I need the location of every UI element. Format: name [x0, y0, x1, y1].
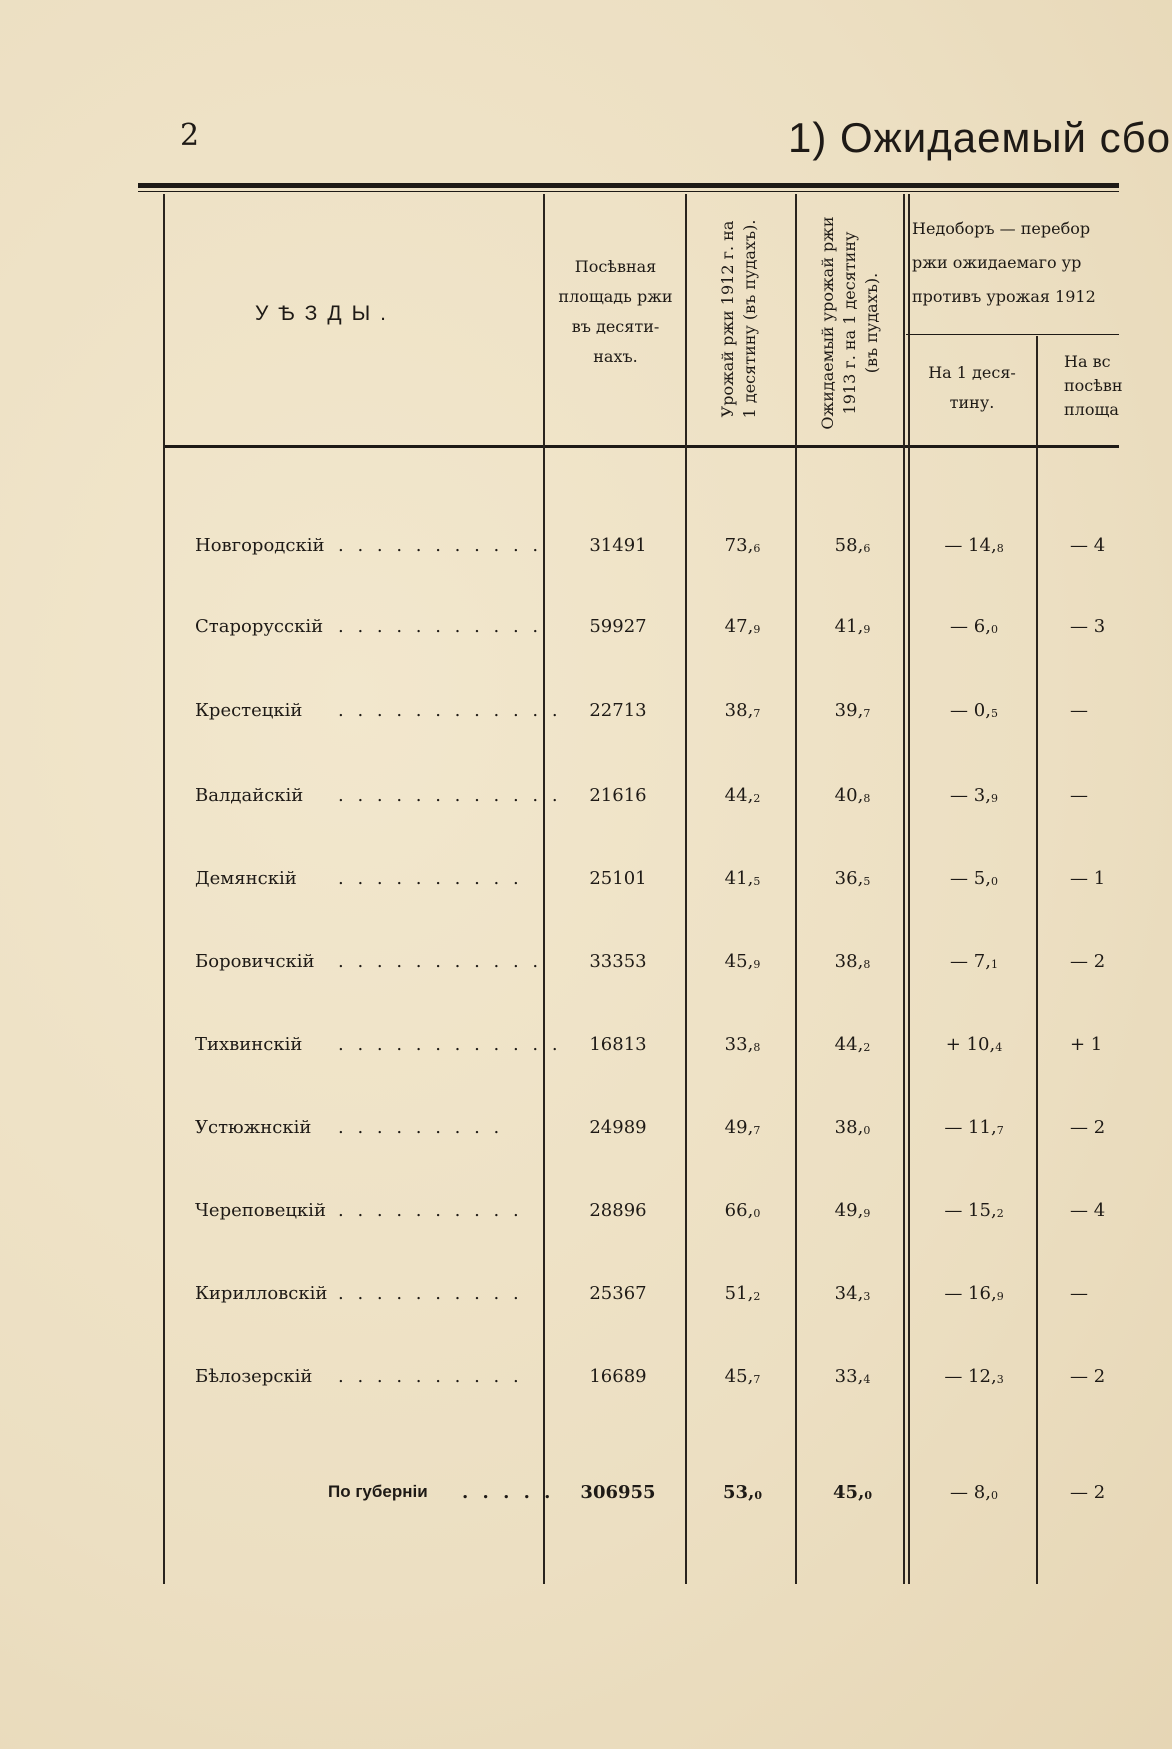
- yield-1913: $36,_5$: [834, 868, 871, 889]
- yield-1912: $33,_8$: [724, 1034, 761, 1055]
- table-row: [0, 1034, 1119, 1064]
- deficit-dec: 3: [996, 1373, 1004, 1386]
- deficit-dec: 8: [996, 542, 1004, 555]
- yield-1913-dec: 7: [863, 707, 871, 720]
- yield-1912-int: 45: [724, 1366, 748, 1387]
- yield-1913: $41,_9$: [834, 616, 871, 637]
- deficit-dec: 0: [990, 1489, 998, 1502]
- yield-1912-dec: 8: [753, 1041, 761, 1054]
- yield-1912-dec: 7: [753, 1124, 761, 1137]
- header-per-total-line: площа: [1064, 400, 1119, 419]
- leader-dots: . . . . . . . . . .: [338, 1200, 523, 1221]
- district-name: Старорусскій: [195, 616, 324, 637]
- yield-1913: $49,_9$: [834, 1200, 871, 1221]
- table-row: [0, 785, 1119, 815]
- leader-dots: . . . . . . . . . . . .: [338, 785, 562, 806]
- total-row: [0, 1482, 1119, 1512]
- header-area-line: Посѣвная: [574, 257, 657, 276]
- header-deficit-group: [912, 212, 1172, 314]
- sown-area: 24989: [589, 1117, 647, 1138]
- sown-area: 21616: [589, 785, 647, 806]
- yield-1912-dec: 7: [753, 1373, 761, 1386]
- deficit-int: — 7: [950, 951, 986, 972]
- header-per-desyatina-line: На 1 деся-: [928, 363, 1016, 382]
- header-deficit-line: противъ урожая 1912: [912, 287, 1096, 306]
- yield-1912-int: 53: [723, 1482, 749, 1503]
- page-number: 2: [180, 118, 200, 153]
- page-title: 1) Ожидаемый сбо: [788, 114, 1172, 161]
- yield-1912-int: 44: [724, 785, 748, 806]
- deficit-total-area: — 3: [1070, 616, 1106, 637]
- leader-dots: . . . . . . . . . .: [338, 1283, 523, 1304]
- yield-1912-dec: 2: [753, 1290, 761, 1303]
- deficit-total-area: — 4: [1070, 535, 1106, 556]
- district-name: Боровичскій: [195, 951, 315, 972]
- yield-1913-int: 58: [834, 535, 858, 556]
- deficit-dec: 0: [990, 623, 998, 636]
- header-districts: УѢЗДЫ.: [255, 302, 397, 325]
- deficit-total-area: — 1: [1070, 868, 1106, 889]
- yield-1913-dec: 8: [863, 958, 871, 971]
- header-rule: [163, 445, 1119, 448]
- deficit-int: — 3: [950, 785, 986, 806]
- yield-1913-int: 38: [834, 951, 858, 972]
- header-per-total-line: На вс: [1064, 352, 1111, 371]
- yield-1913-dec: 8: [863, 792, 871, 805]
- deficit-total-area: — 2: [1070, 1366, 1106, 1387]
- yield-1912: $45,_9$: [724, 951, 761, 972]
- yield-1912-int: 47: [724, 616, 748, 637]
- yield-1913-int: 49: [834, 1200, 858, 1221]
- yield-1913-int: 40: [834, 785, 858, 806]
- header-deficit-line: Недоборъ — перебор: [912, 219, 1091, 238]
- deficit-per-desyatina: + $10,_4$: [945, 1034, 1003, 1055]
- header-deficit-line: ржи ожидаемаго ур: [912, 253, 1082, 272]
- leader-dots: . . . . . . . . . . . .: [338, 700, 562, 721]
- deficit-dec: 9: [996, 1290, 1004, 1303]
- yield-1913: $38,_8$: [834, 951, 871, 972]
- deficit-total-area: — 4: [1070, 1200, 1106, 1221]
- yield-1913-int: 41: [834, 616, 858, 637]
- yield-1913-dec: 3: [863, 1290, 871, 1303]
- sown-area: 28896: [589, 1200, 647, 1221]
- table-row: [0, 1366, 1119, 1396]
- yield-1912-int: 51: [724, 1283, 748, 1304]
- yield-1913-dec: 9: [863, 623, 871, 636]
- yield-1912-int: 41: [724, 868, 748, 889]
- yield-1913: $44,_2$: [834, 1034, 871, 1055]
- header-yield-1913: [817, 143, 883, 503]
- table-row: [0, 616, 1119, 646]
- leader-dots: . . . . . . . . . . .: [338, 951, 543, 972]
- deficit-dec: 7: [996, 1124, 1004, 1137]
- yield-1912: $44,_2$: [724, 785, 761, 806]
- leader-dots: . . . . . . . . .: [338, 1117, 504, 1138]
- deficit-per-desyatina: — $5,_0$: [950, 868, 998, 889]
- deficit-int: + 10: [945, 1034, 990, 1055]
- leader-dots: . . . . . . . . . .: [338, 1366, 523, 1387]
- deficit-total-area: —: [1070, 700, 1088, 721]
- yield-1913: $40,_8$: [834, 785, 871, 806]
- yield-1912-dec: 0: [754, 1489, 762, 1502]
- deficit-int: — 12: [944, 1366, 991, 1387]
- yield-1913-int: 34: [834, 1283, 858, 1304]
- deficit-dec: 0: [990, 875, 998, 888]
- leader-dots: . . . . . . . . . .: [338, 868, 523, 889]
- table-row: [0, 1283, 1119, 1313]
- header-yield-1913-line: 1913 г. на 1 десятину: [840, 231, 859, 415]
- yield-1912: $47,_9$: [724, 616, 761, 637]
- leader-dots: . . . . . . . . . . .: [338, 616, 543, 637]
- deficit-int: — 16: [944, 1283, 991, 1304]
- yield-1912: $73,_6$: [724, 535, 761, 556]
- header-area-line: нахъ.: [593, 347, 638, 366]
- header-per-total: [1040, 350, 1140, 422]
- sown-area: 306955: [580, 1482, 656, 1503]
- yield-1913-int: 39: [834, 700, 858, 721]
- top-rule-thin: [138, 191, 1119, 192]
- yield-1912: $51,_2$: [724, 1283, 761, 1304]
- deficit-int: — 6: [950, 616, 986, 637]
- leader-dots: . . . . . . . . . . . .: [338, 1034, 562, 1055]
- deficit-int: — 8: [950, 1482, 986, 1503]
- deficit-dec: 5: [990, 707, 998, 720]
- header-per-desyatina-line: тину.: [949, 393, 995, 412]
- deficit-total-area: —: [1070, 1283, 1088, 1304]
- header-yield-1912-line: 1 десятину (въ пудахъ).: [740, 219, 759, 419]
- table-row: [0, 951, 1119, 981]
- sown-area: 16689: [589, 1366, 647, 1387]
- yield-1913-int: 36: [834, 868, 858, 889]
- deficit-dec: 2: [996, 1207, 1004, 1220]
- deficit-total-area: — 2: [1070, 1117, 1106, 1138]
- deficit-per-desyatina: — $0,_5$: [950, 700, 998, 721]
- yield-1912-dec: 9: [753, 958, 761, 971]
- header-yield-1913-line: (въ пудахъ).: [862, 272, 881, 374]
- yield-1912: $45,_7$: [724, 1366, 761, 1387]
- deficit-per-desyatina: — $8,_0$: [950, 1482, 998, 1503]
- district-name: Кирилловскій: [195, 1283, 328, 1304]
- table-row: [0, 700, 1119, 730]
- header-area-line: площадь ржи: [558, 287, 673, 306]
- sown-area: 33353: [589, 951, 647, 972]
- deficit-dec: 4: [995, 1041, 1003, 1054]
- deficit-int: — 5: [950, 868, 986, 889]
- district-name: Череповецкій: [195, 1200, 326, 1221]
- subheader-rule: [906, 334, 1119, 335]
- district-name: По губерніи: [328, 1482, 428, 1501]
- deficit-per-desyatina: — $3,_9$: [950, 785, 998, 806]
- deficit-dec: 9: [990, 792, 998, 805]
- yield-1913-dec: 2: [863, 1041, 871, 1054]
- yield-1912-int: 73: [724, 535, 748, 556]
- yield-1913-dec: 4: [863, 1373, 871, 1386]
- district-name: Демянскій: [195, 868, 297, 889]
- yield-1913-int: 33: [834, 1366, 858, 1387]
- deficit-total-area: — 2: [1070, 951, 1106, 972]
- yield-1912-dec: 6: [753, 542, 761, 555]
- deficit-dec: 1: [990, 958, 998, 971]
- deficit-int: — 11: [944, 1117, 991, 1138]
- yield-1913-int: 44: [834, 1034, 858, 1055]
- yield-1913-dec: 9: [863, 1207, 871, 1220]
- yield-1912-int: 66: [724, 1200, 748, 1221]
- deficit-per-desyatina: — $15,_2$: [944, 1200, 1004, 1221]
- district-name: Устюжнскій: [195, 1117, 312, 1138]
- header-per-desyatina: [910, 358, 1034, 418]
- yield-1913-dec: 6: [863, 542, 871, 555]
- deficit-per-desyatina: — $16,_9$: [944, 1283, 1004, 1304]
- deficit-per-desyatina: — $6,_0$: [950, 616, 998, 637]
- yield-1912-dec: 9: [753, 623, 761, 636]
- leader-dots: . . . . . . . . . . .: [338, 535, 543, 556]
- table-row: [0, 535, 1119, 565]
- yield-1913-int: 45: [833, 1482, 859, 1503]
- deficit-per-desyatina: — $12,_3$: [944, 1366, 1004, 1387]
- table-row: [0, 1117, 1119, 1147]
- yield-1913-int: 38: [834, 1117, 858, 1138]
- yield-1912-int: 45: [724, 951, 748, 972]
- header-yield-1912-line: Урожай ржи 1912 г. на: [718, 220, 737, 418]
- yield-1912: $38,_7$: [724, 700, 761, 721]
- yield-1913: $39,_7$: [834, 700, 871, 721]
- district-name: Крестецкій: [195, 700, 303, 721]
- yield-1912: $41,_5$: [724, 868, 761, 889]
- header-area-line: въ десяти-: [571, 317, 660, 336]
- table-row: [0, 868, 1119, 898]
- yield-1912-dec: 5: [753, 875, 761, 888]
- top-rule: [138, 183, 1119, 188]
- deficit-int: — 0: [950, 700, 986, 721]
- yield-1913: $45,_0$: [833, 1482, 872, 1503]
- deficit-total-area: + 1: [1070, 1034, 1103, 1055]
- deficit-per-desyatina: — $11,_7$: [944, 1117, 1004, 1138]
- deficit-per-desyatina: — $7,_1$: [950, 951, 998, 972]
- yield-1913-dec: 0: [864, 1489, 872, 1502]
- sown-area: 25101: [589, 868, 647, 889]
- deficit-int: — 15: [944, 1200, 991, 1221]
- district-name: Новгородскій: [195, 535, 325, 556]
- yield-1912-int: 33: [724, 1034, 748, 1055]
- sown-area: 31491: [589, 535, 647, 556]
- deficit-int: — 14: [944, 535, 991, 556]
- yield-1913-dec: 0: [863, 1124, 871, 1137]
- header-area: [548, 252, 683, 372]
- yield-1912-int: 49: [724, 1117, 748, 1138]
- header-yield-1912: [717, 139, 763, 499]
- deficit-per-desyatina: — $14,_8$: [944, 535, 1004, 556]
- yield-1912: $53,_0$: [723, 1482, 762, 1503]
- yield-1912: $66,_0$: [724, 1200, 761, 1221]
- district-name: Тихвинскій: [195, 1034, 303, 1055]
- district-name: Бѣлозерскій: [195, 1366, 313, 1387]
- header-per-total-line: посѣвн: [1064, 376, 1123, 395]
- table-row: [0, 1200, 1119, 1230]
- sown-area: 22713: [589, 700, 647, 721]
- yield-1913-dec: 5: [863, 875, 871, 888]
- yield-1913: $34,_3$: [834, 1283, 871, 1304]
- yield-1912-int: 38: [724, 700, 748, 721]
- yield-1913: $58,_6$: [834, 535, 871, 556]
- sown-area: 25367: [589, 1283, 647, 1304]
- yield-1913: $33,_4$: [834, 1366, 871, 1387]
- yield-1912-dec: 0: [753, 1207, 761, 1220]
- deficit-total-area: —: [1070, 785, 1088, 806]
- sown-area: 16813: [589, 1034, 647, 1055]
- header-yield-1913-line: Ожидаемый урожай ржи: [818, 216, 837, 430]
- leader-dots: . . . . .: [462, 1482, 555, 1503]
- sown-area: 59927: [589, 616, 647, 637]
- yield-1912-dec: 7: [753, 707, 761, 720]
- district-name: Валдайскій: [195, 785, 304, 806]
- deficit-total-area: — 2: [1070, 1482, 1106, 1503]
- yield-1912: $49,_7$: [724, 1117, 761, 1138]
- yield-1913: $38,_0$: [834, 1117, 871, 1138]
- yield-1912-dec: 2: [753, 792, 761, 805]
